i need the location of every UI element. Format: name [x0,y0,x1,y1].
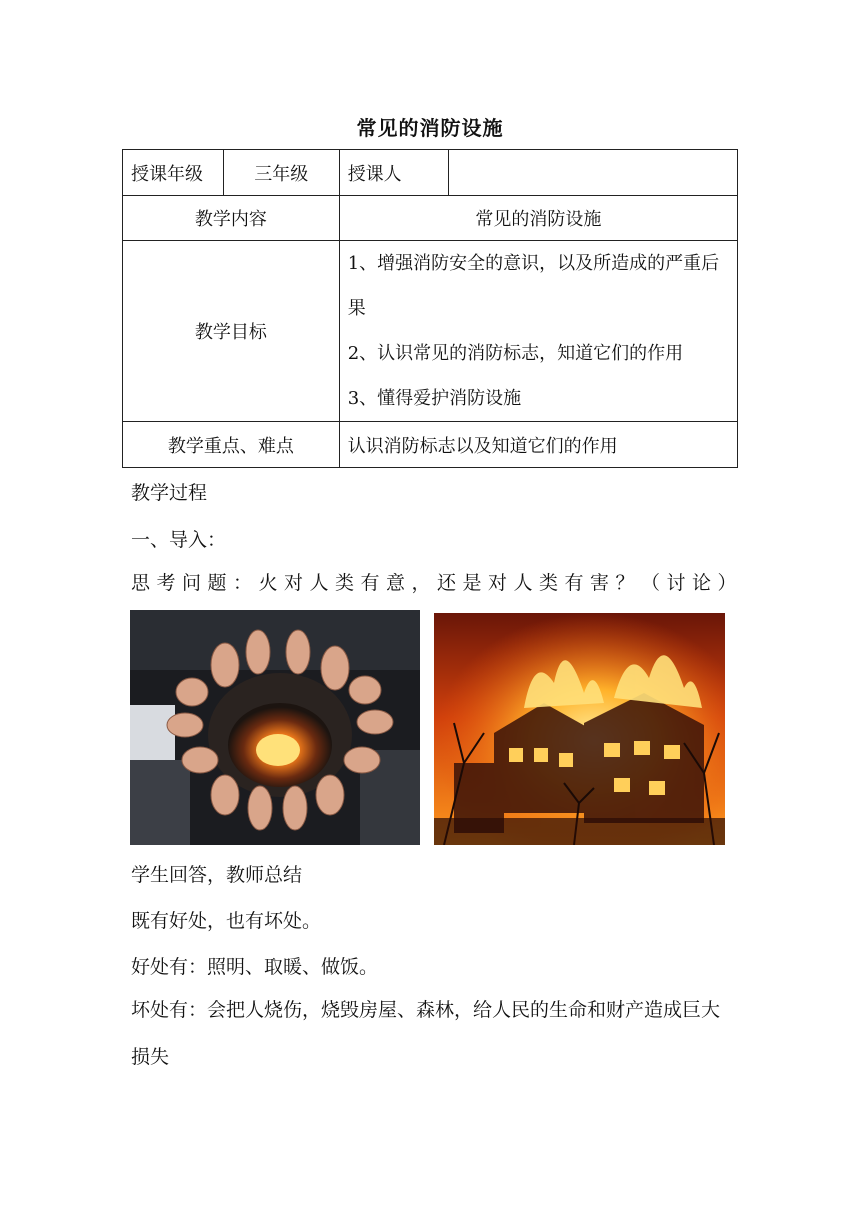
key-points-value: 认识消防标志以及知道它们的作用 [339,422,737,468]
teacher-label: 授课人 [339,150,448,196]
table-row [123,150,738,196]
grade-label: 授课年级 [123,150,224,196]
grade-value: 三年级 [223,150,339,196]
goal-item: 3、懂得爱护消防设施 [347,388,522,409]
hands-around-fire-photo [130,610,420,845]
answer-line: 既有好处，也有坏处。 [131,910,322,932]
content-label: 教学内容 [123,196,340,241]
key-points-label: 教学重点、难点 [123,422,340,468]
goals-label: 教学目标 [123,241,340,422]
answer-line: 好处有：照明、取暖、做饭。 [131,956,379,978]
table-row [123,241,738,422]
harms-paragraph: 坏处有：会把人烧伤，烧毁房屋、森林，给人民的生命和财产造成巨大损失 [131,999,721,1068]
intro-heading: 一、导入： [131,529,227,551]
answer-line: 学生回答，教师总结 [131,864,303,886]
goal-item: 2、认识常见的消防标志，知道它们的作用 [347,343,684,364]
lesson-info-table [122,149,738,468]
process-heading: 教学过程 [131,482,208,504]
goals-cell [339,241,737,422]
goal-item: 1、增强消防安全的意识，以及所造成的严重后果 [347,253,720,319]
content-value: 常见的消防设施 [339,196,737,241]
document-title: 常见的消防设施 [356,116,504,140]
table-row [123,422,738,468]
table-row [123,196,738,241]
discussion-question: 思考问题：火对人类有意，还是对人类有害？（讨论） [131,572,744,594]
teacher-value [448,150,737,196]
house-fire-photo [434,613,725,845]
